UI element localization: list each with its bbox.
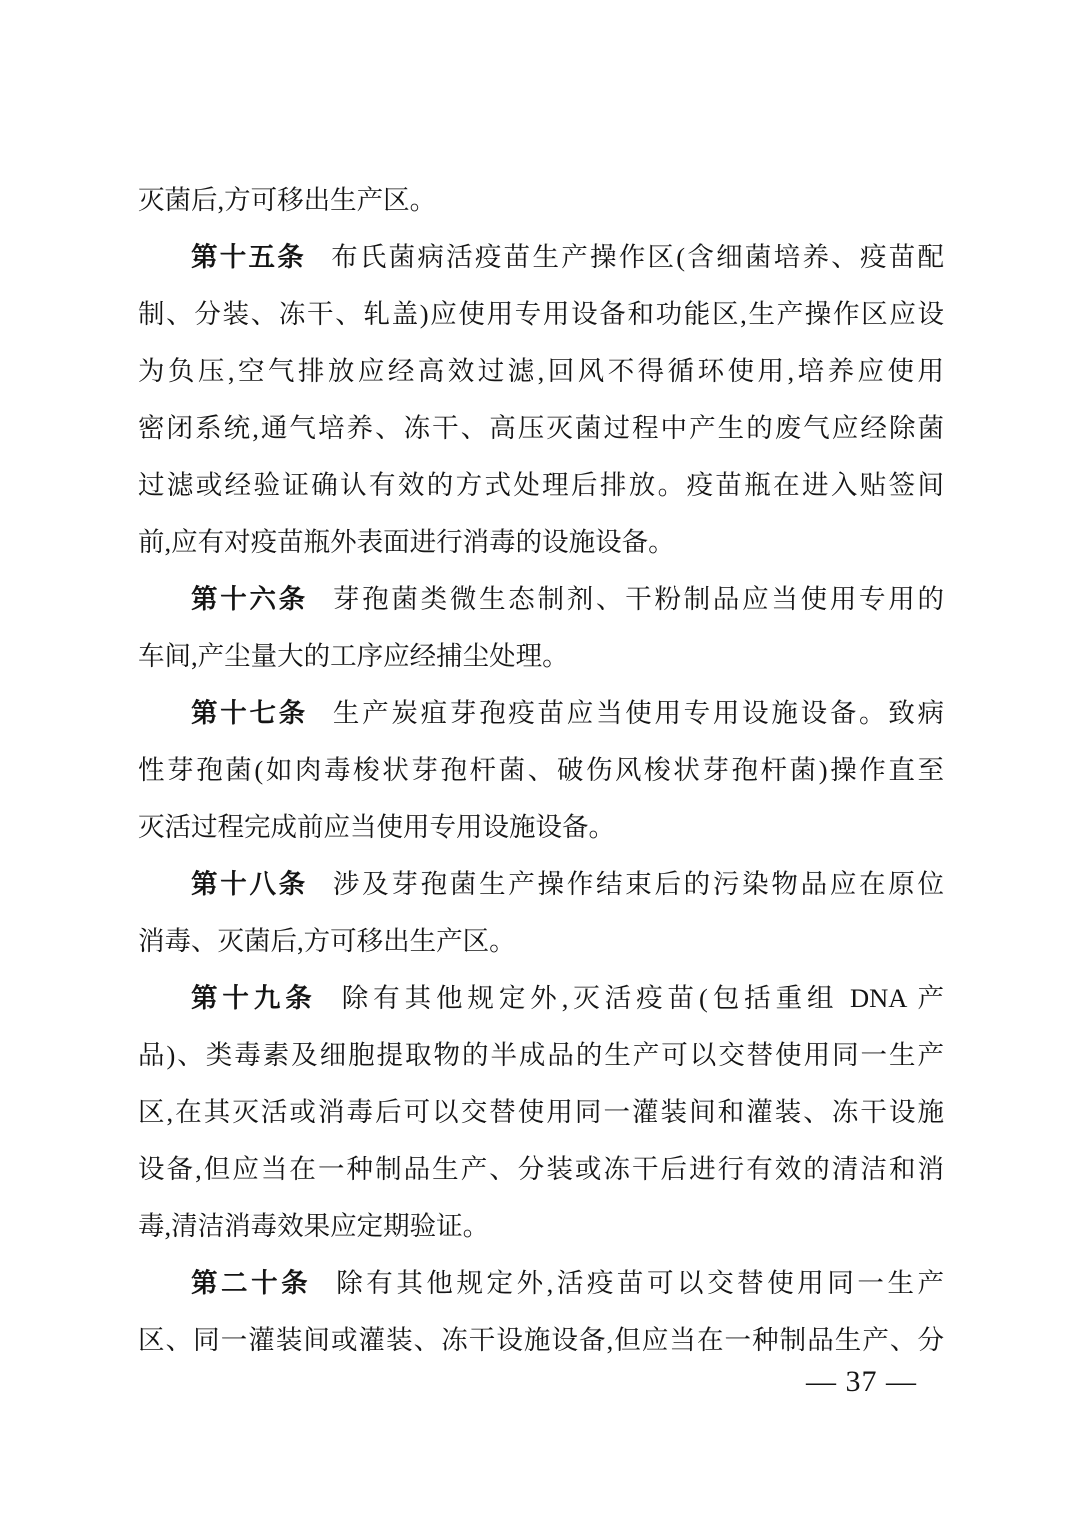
article-heading: 第十五条 bbox=[191, 242, 307, 272]
line-text: 制、分装、冻干、轧盖)应使用专用设备和功能区,生产操作区应设 bbox=[138, 299, 944, 329]
text-line bbox=[138, 1198, 944, 1255]
line-text: 密闭系统,通气培养、冻干、高压灭菌过程中产生的废气应经除菌 bbox=[138, 413, 944, 443]
article-heading: 第二十条 bbox=[191, 1268, 312, 1298]
line-text: 性芽孢菌(如肉毒梭状芽孢杆菌、破伤风梭状芽孢杆菌)操作直至 bbox=[138, 755, 944, 785]
line-text: 过滤或经验证确认有效的方式处理后排放。疫苗瓶在进入贴签间 bbox=[138, 470, 944, 500]
page-number: — 37 — bbox=[806, 1365, 917, 1398]
page-footer bbox=[806, 1362, 917, 1402]
text-line bbox=[138, 913, 944, 970]
text-line bbox=[138, 400, 944, 457]
article-heading: 第十七条 bbox=[191, 698, 308, 728]
line-text: 除有其他规定外,灭活疫苗(包括重组 DNA 产 bbox=[341, 983, 945, 1013]
text-line bbox=[138, 742, 944, 799]
line-text: 除有其他规定外,活疫苗可以交替使用同一生产 bbox=[336, 1268, 945, 1298]
text-line bbox=[138, 799, 944, 856]
line-text: 芽孢菌类微生态制剂、干粉制品应当使用专用的 bbox=[332, 584, 945, 614]
text-line bbox=[138, 343, 944, 400]
text-line bbox=[138, 286, 944, 343]
line-text: 毒,清洁消毒效果应定期验证。 bbox=[138, 1211, 490, 1241]
line-text: 区,在其灭活或消毒后可以交替使用同一灌装间和灌装、冻干设施 bbox=[138, 1097, 944, 1127]
line-text: 前,应有对疫苗瓶外表面进行消毒的设施设备。 bbox=[138, 527, 675, 557]
line-text: 涉及芽孢菌生产操作结束后的污染物品应在原位 bbox=[332, 869, 945, 899]
line-text: 品)、类毒素及细胞提取物的半成品的生产可以交替使用同一生产 bbox=[138, 1040, 944, 1070]
text-line bbox=[138, 172, 944, 229]
line-text: 灭菌后,方可移出生产区。 bbox=[138, 185, 437, 215]
text-line bbox=[138, 229, 944, 286]
line-text: 布氏菌病活疫苗生产操作区(含细菌培养、疫苗配 bbox=[331, 242, 945, 272]
text-line bbox=[138, 514, 944, 571]
text-line bbox=[138, 1027, 944, 1084]
line-text: 消毒、灭菌后,方可移出生产区。 bbox=[138, 926, 516, 956]
line-text: 为负压,空气排放应经高效过滤,回风不得循环使用,培养应使用 bbox=[138, 356, 944, 386]
line-text: 生产炭疽芽孢疫苗应当使用专用设施设备。致病 bbox=[332, 698, 945, 728]
line-text: 车间,产尘量大的工序应经捕尘处理。 bbox=[138, 641, 569, 671]
text-line bbox=[138, 1141, 944, 1198]
article-heading: 第十八条 bbox=[191, 869, 308, 899]
text-line bbox=[138, 457, 944, 514]
text-line bbox=[138, 1312, 944, 1369]
text-line bbox=[138, 628, 944, 685]
line-text: 区、同一灌装间或灌装、冻干设施设备,但应当在一种制品生产、分 bbox=[138, 1325, 944, 1355]
text-line bbox=[138, 1255, 944, 1312]
line-text: 灭活过程完成前应当使用专用设施设备。 bbox=[138, 812, 615, 842]
article-heading: 第十九条 bbox=[191, 983, 317, 1013]
line-text: 设备,但应当在一种制品生产、分装或冻干后进行有效的清洁和消 bbox=[138, 1154, 944, 1184]
text-line bbox=[138, 1084, 944, 1141]
text-line bbox=[138, 571, 944, 628]
document-body bbox=[138, 172, 944, 1369]
text-line bbox=[138, 856, 944, 913]
text-line bbox=[138, 685, 944, 742]
text-line bbox=[138, 970, 944, 1027]
article-heading: 第十六条 bbox=[191, 584, 308, 614]
